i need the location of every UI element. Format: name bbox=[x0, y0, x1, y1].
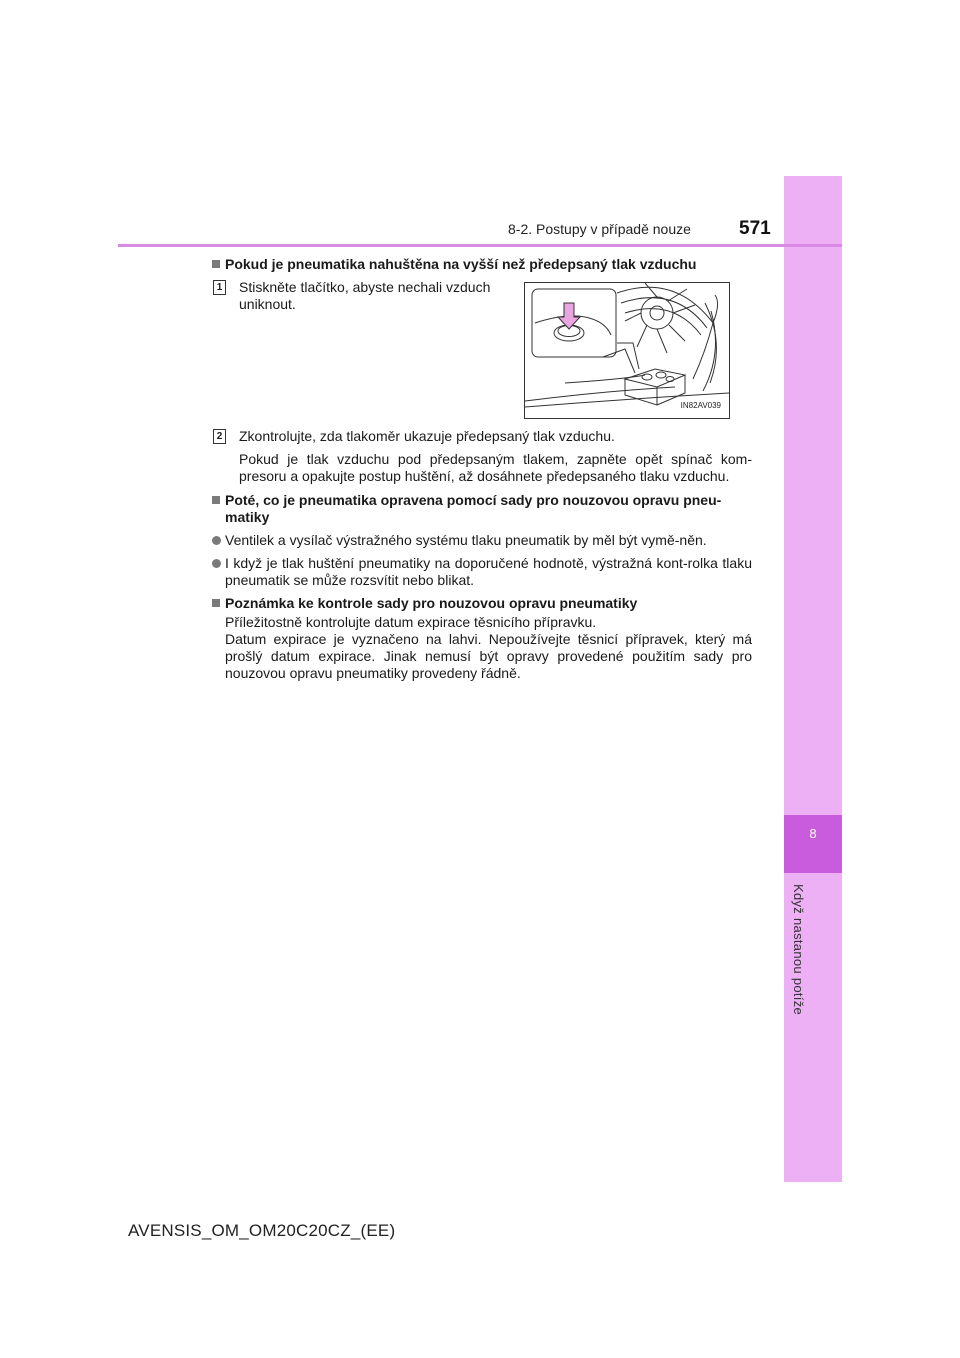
square-bullet-icon bbox=[212, 599, 220, 607]
heading-text: Poté, co je pneumatika opravena pomocí sady pro nouzovou opravu pneu-matiky bbox=[225, 492, 722, 525]
step-2-note: Pokud je tlak vzduchu pod předepsaným tlakem, zapněte opět spínač kom-presoru a opakujte postup huštění, až dosáhnete předepsaného tlaku vzduchu. bbox=[239, 451, 752, 484]
list-item bbox=[211, 532, 752, 549]
section-heading-kit-check bbox=[211, 595, 752, 612]
section-heading-after-repair bbox=[211, 492, 752, 526]
chapter-tab bbox=[784, 815, 842, 873]
list-item bbox=[211, 555, 752, 589]
round-bullet-icon bbox=[212, 559, 221, 568]
heading-text: Pokud je pneumatika nahuštěna na vyšší než předepsaný tlak vzduchu bbox=[225, 256, 697, 272]
step-text: Zkontrolujte, zda tlakoměr ukazuje předepsaný tlak vzduchu. bbox=[239, 428, 615, 444]
round-bullet-icon bbox=[212, 536, 221, 545]
step-text: Stiskněte tlačítko, abyste nechali vzduch uniknout. bbox=[239, 279, 491, 312]
step-number-box: 2 bbox=[213, 429, 226, 444]
chapter-title: Když nastanou potíže bbox=[791, 884, 806, 1016]
paragraph: Datum expirace je vyznačeno na lahvi. Nepoužívejte těsnicí přípravek, který má prošlý datum expirace. Jinak nemusí být opravy provedené použitím sady pro nouzovou opravu pneumatiky provedeny řádně. bbox=[225, 631, 752, 681]
square-bullet-icon bbox=[212, 260, 220, 268]
header-section-title: 8-2. Postupy v případě nouze bbox=[508, 221, 691, 237]
page-number: 571 bbox=[739, 218, 771, 239]
heading-text: Poznámka ke kontrole sady pro nouzovou opravu pneumatiky bbox=[225, 595, 638, 611]
paragraph: Příležitostně kontrolujte datum expirace těsnicího přípravku. bbox=[225, 614, 597, 630]
square-bullet-icon bbox=[212, 496, 220, 504]
list-item-text: I když je tlak huštění pneumatiky na doporučené hodnotě, výstražná kont-rolka tlaku pneumatik se může rozsvítit nebo blikat. bbox=[225, 555, 752, 588]
step-2 bbox=[211, 428, 752, 445]
list-item-text: Ventilek a vysílač výstražného systému tlaku pneumatik by měl být vymě-něn. bbox=[225, 532, 707, 548]
chapter-number: 8 bbox=[809, 826, 817, 841]
illustration-release-air bbox=[524, 282, 730, 419]
chapter-side-strip bbox=[784, 176, 842, 1182]
figure-code: IN82AV039 bbox=[680, 401, 721, 410]
section-heading-overinflated bbox=[211, 256, 752, 273]
header-rule bbox=[118, 244, 842, 247]
step-number-box: 1 bbox=[213, 280, 226, 295]
footer-document-code: AVENSIS_OM_OM20C20CZ_(EE) bbox=[128, 1221, 396, 1240]
page-content bbox=[211, 256, 752, 682]
